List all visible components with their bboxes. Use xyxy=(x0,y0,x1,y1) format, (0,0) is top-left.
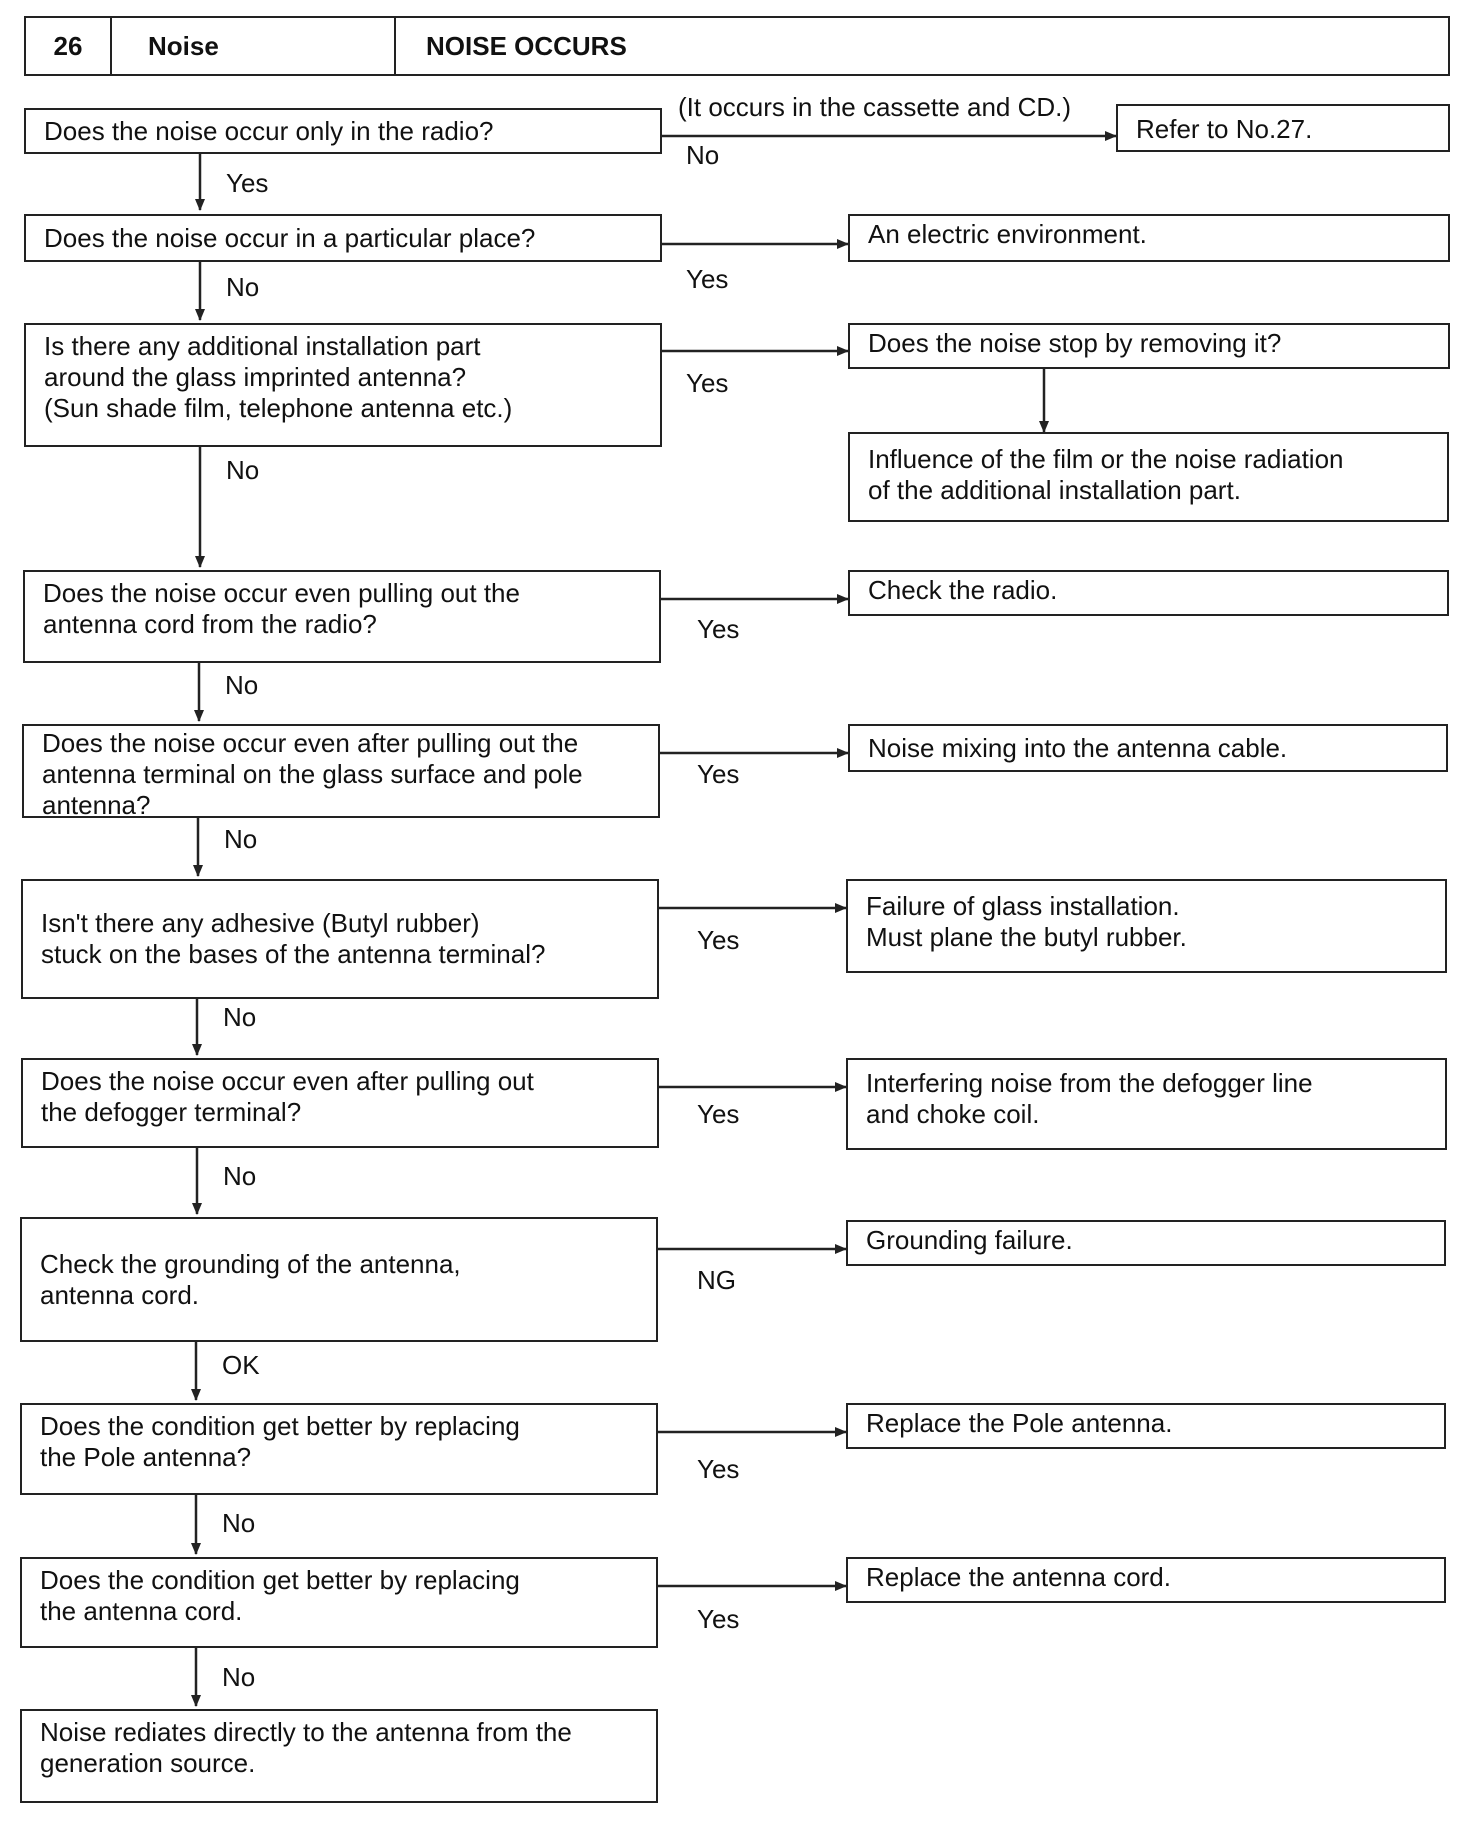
question-box: Is there any additional installation part around the glass imprinted antenna? (Sun shade film, telephone antenna etc.) xyxy=(24,323,662,447)
result-box: Does the noise stop by removing it? xyxy=(848,323,1450,369)
branch-label: Yes xyxy=(697,925,740,955)
branch-label: OK xyxy=(222,1350,260,1380)
question-box: Does the noise occur even after pulling out the defogger terminal? xyxy=(21,1058,659,1148)
result-box: Interfering noise from the defogger line and choke coil. xyxy=(846,1058,1447,1150)
branch-label: NG xyxy=(697,1265,736,1295)
branch-label: No xyxy=(225,670,259,700)
result-box: Failure of glass installation. Must plane the butyl rubber. xyxy=(846,879,1447,973)
branch-label: Yes xyxy=(686,368,729,398)
question-box: Isn't there any adhesive (Butyl rubber) stuck on the bases of the antenna terminal? xyxy=(21,879,659,999)
result-box: Refer to No.27. xyxy=(1116,104,1450,152)
question-box: Check the grounding of the antenna, antenna cord. xyxy=(20,1217,658,1342)
question-box: Does the noise occur in a particular place? xyxy=(24,214,662,262)
result-box: Grounding failure. xyxy=(846,1220,1446,1266)
result-box: Replace the Pole antenna. xyxy=(846,1403,1446,1449)
branch-label: Yes xyxy=(697,1604,740,1634)
branch-label: No xyxy=(222,1662,256,1692)
branch-label: No xyxy=(223,1002,257,1032)
branch-label: No xyxy=(226,455,260,485)
question-box: Does the noise occur only in the radio? xyxy=(24,108,662,154)
branch-label: No xyxy=(686,140,720,170)
branch-label: Yes xyxy=(697,614,740,644)
branch-label: Yes xyxy=(686,264,729,294)
question-box: Does the noise occur even pulling out the antenna cord from the radio? xyxy=(23,570,661,663)
branch-label: Yes xyxy=(226,168,269,198)
branch-label: No xyxy=(222,1508,256,1538)
section-category: Noise xyxy=(112,18,396,74)
result-box: Check the radio. xyxy=(848,570,1449,616)
section-number: 26 xyxy=(26,18,112,74)
branch-label: Yes xyxy=(697,1454,740,1484)
branch-label: No xyxy=(224,824,258,854)
question-box: Does the condition get better by replacing the Pole antenna? xyxy=(20,1403,658,1495)
branch-label: No xyxy=(226,272,260,302)
result-box: Replace the antenna cord. xyxy=(846,1557,1446,1603)
branch-label: No xyxy=(223,1161,257,1191)
question-box: Does the noise occur even after pulling out the antenna terminal on the glass surface and pole antenna? xyxy=(22,724,660,818)
result-box: Influence of the film or the noise radiation of the additional installation part. xyxy=(848,432,1449,522)
result-box: Noise mixing into the antenna cable. xyxy=(848,724,1448,772)
question-box: Noise rediates directly to the antenna from the generation source. xyxy=(20,1709,658,1803)
question-box: Does the condition get better by replacing the antenna cord. xyxy=(20,1557,658,1648)
page-title: NOISE OCCURS xyxy=(426,30,627,61)
branch-label: Yes xyxy=(697,1099,740,1129)
branch-label: Yes xyxy=(697,759,740,789)
result-box: An electric environment. xyxy=(848,214,1450,262)
note-label: (It occurs in the cassette and CD.) xyxy=(678,92,1072,122)
